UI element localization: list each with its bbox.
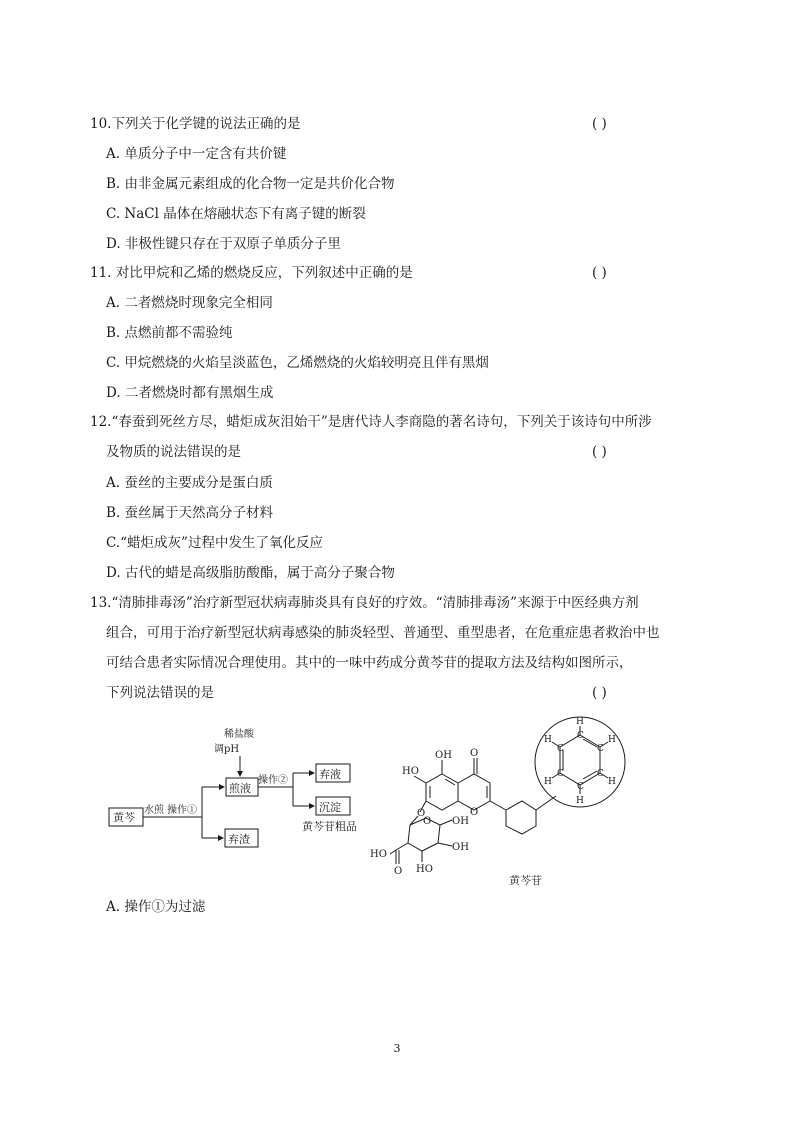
h-atom-5: H [544,777,552,787]
q12-option-c: C.“蜡炬成灰”过程中发生了氧化反应 [106,535,323,551]
acid-label: 稀盐酸 [224,729,254,740]
oh-label-1: OH [435,750,452,761]
q13-answer-paren: ( ) [592,685,607,701]
q13-stem-line2: 组合，可用于治疗新型冠状病毒感染的肺炎轻型、普通型、重型患者，在危重症患者救治中也 [106,625,660,641]
ho-label-3: HO [370,849,387,860]
q10-option-a: A. 单质分子中一定含有共价键 [106,146,287,162]
oh-label-2: OH [452,816,469,827]
q11-option-d: D. 二者燃烧时都有黑烟生成 [106,385,274,401]
step1-label-op: 操作① [167,805,197,816]
ring-c [458,774,490,810]
step1-label-water: 水煎 [144,805,164,816]
crude-product-label: 黄芩苷粗品 [302,820,357,833]
ring-o-label: O [470,807,479,818]
ring-a [426,774,458,810]
q11-option-b: B. 点燃前都不需验纯 [106,325,233,341]
decoction-label: 煎液 [229,782,251,795]
benzene-kekule [560,735,600,785]
q13-stem-line3: 可结合患者实际情况合理使用。其中的一味中药成分黄芩苷的提取方法及结构如图所示， [106,655,633,671]
q12-answer-paren: ( ) [592,444,607,460]
c-atom-6: C [557,744,564,754]
acid-o-label: O [394,866,403,877]
start-label: 黄芩 [113,811,135,824]
link-o-label: O [417,808,426,819]
baicalin-structure [390,717,625,864]
q11-option-a: A. 二者燃烧时现象完全相同 [106,295,273,311]
q10-option-b: B. 由非金属元素组成的化合物一定是共价化合物 [106,176,395,192]
q12-option-a: A. 蚕丝的主要成分是蛋白质 [106,475,273,491]
q10-stem: 10.下列关于化学键的说法正确的是 [90,116,301,132]
q13-option-a: A. 操作①为过滤 [106,899,206,915]
ph-label: 调pH [214,744,240,755]
c-atom-5: C [557,769,564,779]
q12-option-d: D. 古代的蜡是高级脂肪酸酯，属于高分子聚合物 [106,565,395,581]
q11-stem: 11. 对比甲烷和乙烯的燃烧反应，下列叙述中正确的是 [90,265,413,281]
ketone-o-label: O [470,748,479,759]
precipitate-label: 沉淀 [319,801,341,814]
phenyl-ring [506,801,536,834]
molecule-name: 黄芩苷 [509,874,542,887]
q12-stem-line1: 12.“春蚕到死丝方尽，蜡炬成灰泪始干”是唐代诗人李商隐的著名诗句，下列关于该诗句中所涉 [90,414,652,430]
page-number: 3 [393,1042,401,1055]
ho-label-1: HO [402,766,419,777]
q10-option-d: D. 非极性键只存在于双原子单质分子里 [106,236,341,252]
oh-label-3: OH [452,842,469,853]
q12-stem-line2: 及物质的说法错误的是 [106,444,241,460]
q11-option-c: C. 甲烷燃烧的火焰呈淡蓝色，乙烯燃烧的火焰较明亮且伴有黑烟 [106,355,489,371]
q11-answer-paren: ( ) [592,265,607,281]
h-atom-2: H [608,735,616,745]
h-atom-4: H [576,796,584,806]
h-atom-6: H [544,735,552,745]
c-atom-2: C [597,744,604,754]
q12-option-b: B. 蚕丝属于天然高分子材料 [106,505,274,521]
q10-option-c: C. NaCl 晶体在熔融状态下有离子键的断裂 [106,206,366,222]
h-atom-1: H [576,717,584,727]
c-atom-4: C [577,782,584,792]
step2-label: 操作② [258,775,288,786]
q13-stem-line1: 13.“清肺排毒汤”治疗新型冠状病毒肺炎具有良好的疗效。“清肺排毒汤”来源于中医经典方剂 [90,595,639,611]
c-atom-1: C [577,731,584,741]
residue-label: 弃渣 [228,833,250,846]
sugar-o-label: O [423,816,432,827]
q10-answer-paren: ( ) [592,116,607,132]
h-atom-3: H [608,777,616,787]
ho-label-2: HO [416,864,433,875]
q13-stem-line4: 下列说法错误的是 [106,685,214,701]
c-atom-3: C [597,769,604,779]
q13-figure [100,712,640,902]
waste-liquid-label: 弃液 [319,768,341,781]
